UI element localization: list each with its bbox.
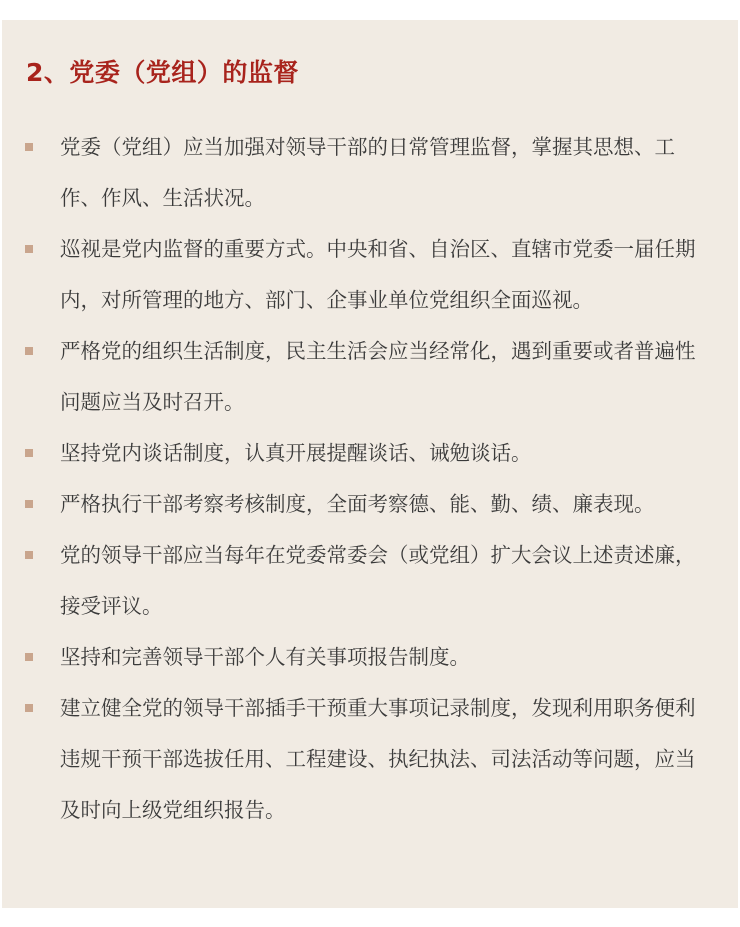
square-bullet-icon bbox=[25, 551, 33, 559]
square-bullet-icon bbox=[25, 704, 33, 712]
list-item bbox=[2, 428, 738, 479]
square-bullet-icon bbox=[25, 653, 33, 661]
list-item-text: 严格执行干部考察考核制度，全面考察德、能、勤、绩、廉表现。 bbox=[60, 492, 655, 516]
square-bullet-icon bbox=[25, 347, 33, 355]
bullet-list bbox=[2, 122, 738, 836]
square-bullet-icon bbox=[25, 500, 33, 508]
list-item bbox=[2, 326, 738, 428]
list-item-text: 严格党的组织生活制度，民主生活会应当经常化，遇到重要或者普遍性问题应当及时召开。 bbox=[60, 339, 696, 414]
list-item bbox=[2, 632, 738, 683]
list-item bbox=[2, 479, 738, 530]
list-item-text: 建立健全党的领导干部插手干预重大事项记录制度，发现利用职务便利违规干预干部选拔任用、工程建设、执纪执法、司法活动等问题，应当及时向上级党组织报告。 bbox=[60, 696, 696, 822]
slide-title: 2、党委（党组）的监督 bbox=[26, 58, 299, 87]
list-item bbox=[2, 224, 738, 326]
square-bullet-icon bbox=[25, 245, 33, 253]
list-item-text: 坚持和完善领导干部个人有关事项报告制度。 bbox=[60, 645, 470, 669]
list-item bbox=[2, 530, 738, 632]
list-item bbox=[2, 122, 738, 224]
list-item bbox=[2, 683, 738, 836]
square-bullet-icon bbox=[25, 143, 33, 151]
list-item-text: 党的领导干部应当每年在党委常委会（或党组）扩大会议上述责述廉，接受评议。 bbox=[60, 543, 696, 618]
list-item-text: 巡视是党内监督的重要方式。中央和省、自治区、直辖市党委一届任期内，对所管理的地方、部门、企事业单位党组织全面巡视。 bbox=[60, 237, 696, 312]
slide-panel bbox=[2, 20, 738, 908]
list-item-text: 党委（党组）应当加强对领导干部的日常管理监督，掌握其思想、工作、作风、生活状况。 bbox=[60, 135, 675, 210]
list-item-text: 坚持党内谈话制度，认真开展提醒谈话、诫勉谈话。 bbox=[60, 441, 532, 465]
square-bullet-icon bbox=[25, 449, 33, 457]
